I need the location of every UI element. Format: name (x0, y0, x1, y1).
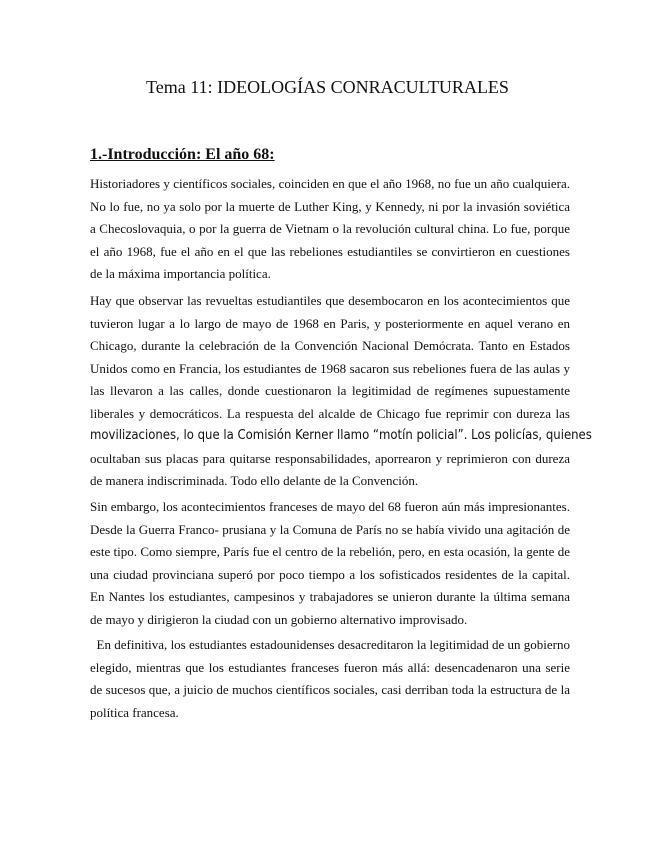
text-line: de manera indiscriminada. Todo ello delante de la Convención. (90, 473, 419, 488)
text-line: Historiadores y científicos sociales, coinciden en que el año 1968, no fue un año cualquiera. (90, 176, 570, 191)
paragraph-mayo-68 (90, 496, 570, 631)
text-line: En Nantes los estudiantes, campesinos y trabajadores se unieron durante la última semana (90, 589, 570, 604)
text-line: tuvieron lugar a lo largo de mayo de 1968 en Paris, y posteriormente en aquel verano en (90, 315, 570, 331)
paragraph-revueltas (90, 290, 592, 493)
paragraph-conclusion (90, 634, 570, 724)
text-line: de sucesos que, a juicio de muchos científicos sociales, casi derriban toda la estructura de la (90, 682, 570, 697)
text-line: elegido, mientras que los estudiantes franceses fueron más allá: desencadenaron una serie (90, 659, 570, 675)
text-line: Unidos como en Francia, los estudiantes de 1968 sacaron sus rebeliones fuera de las aulas y (90, 360, 570, 376)
text-line: ocultaban sus placas para quitarse responsabilidades, aporrearon y reprimieron con dureza (90, 450, 570, 466)
text-line: movilizaciones, lo que la Comisión Kerner llamo “motín policial”. Los policías, quienes (90, 428, 592, 443)
text-line: No lo fue, no ya solo por la muerte de Luther King, y Kennedy, ni por la invasión soviética (90, 198, 570, 214)
text-line: de mayo y dirigieron la ciudad con un gobierno alternativo improvisado. (90, 611, 468, 627)
paragraph-intro (90, 173, 570, 286)
text-line: Sin embargo, los acontecimientos franceses de mayo del 68 fueron aún más impresionantes. (90, 499, 570, 514)
text-line: de la máxima importancia política. (90, 266, 271, 281)
text-line: una ciudad provinciana superó por poco tiempo a los sofisticados residentes de la capital. (90, 566, 570, 582)
text-line: Hay que observar las revueltas estudiantiles que desembocaron en los acontecimientos que (90, 293, 570, 308)
text-line: En definitiva, los estudiantes estadounidenses desacreditaron la legitimidad de un gobierno (90, 637, 570, 652)
text-line: política francesa. (90, 704, 179, 720)
document-title: Tema 11: IDEOLOGÍAS CONRACULTURALES (146, 77, 509, 97)
section-heading: 1.-Introducción: El año 68: (90, 146, 275, 163)
text-line: Chicago, durante la celebración de la Convención Nacional Demócrata. Tanto en Estados (90, 338, 570, 353)
text-line: el año 1968, fue el año en el que las rebeliones estudiantiles se convirtieron en cuestiones (90, 243, 570, 259)
text-line: las llevaron a las calles, donde cuestionaron la legitimidad de regímenes supuestamente (90, 383, 570, 398)
text-line: este tipo. Como siempre, París fue el centro de la rebelión, pero, en esta ocasión, la gente de (90, 544, 570, 559)
text-line: a Checoslovaquia, o por la guerra de Vietnam o la revolución cultural china. Lo fue, porque (90, 221, 570, 236)
text-line: liberales y democráticos. La respuesta del alcalde de Chicago fue reprimir con dureza las (90, 405, 570, 421)
text-line: Desde la Guerra Franco- prusiana y la Comuna de París no se había vivido una agitación de (90, 521, 570, 537)
